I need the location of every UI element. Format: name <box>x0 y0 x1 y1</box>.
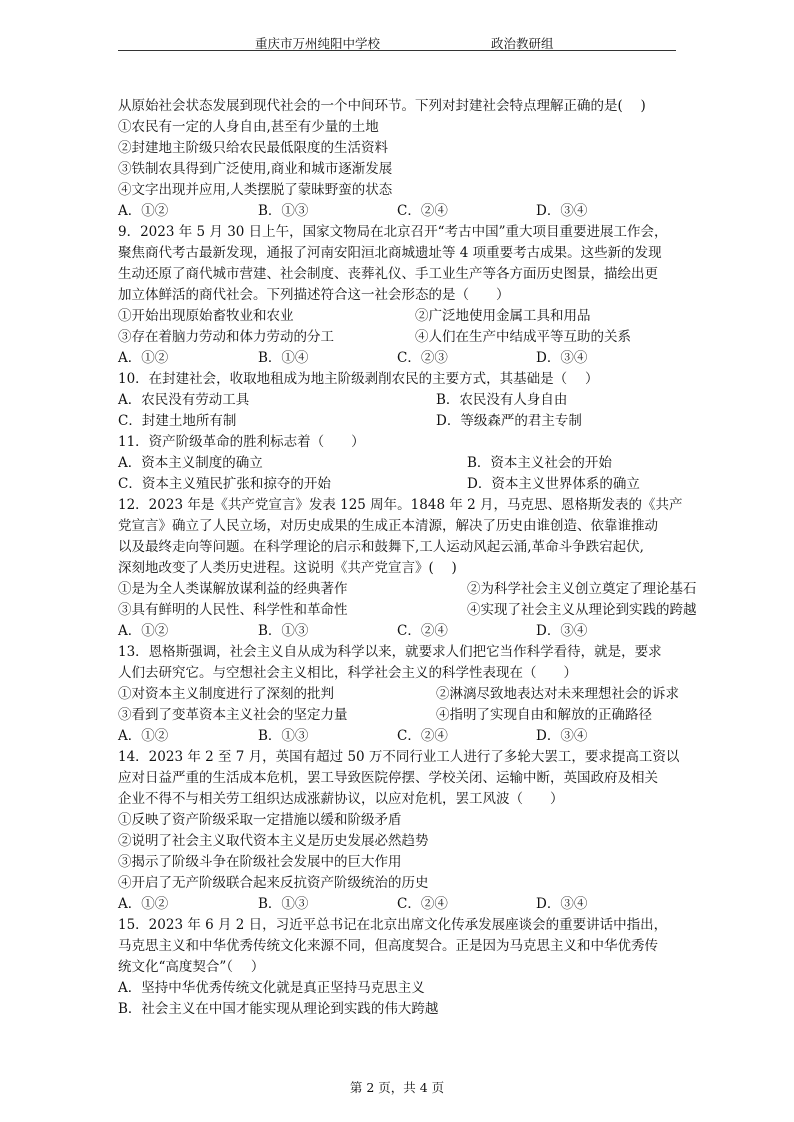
text-line: 11．资产阶级革命的胜利标志着（ ） <box>118 434 365 450</box>
text-line: 马克思主义和中华优秀传统文化来源不同，但高度契合。正是因为马克思主义和中华优秀传 <box>118 938 658 954</box>
text-line: ④文字出现并应用,人类摆脱了蒙昧野蛮的状态 <box>118 182 393 198</box>
option-row <box>118 411 708 432</box>
option-text: D．③④ <box>536 728 588 744</box>
option-text: ②淋漓尽致地表达对未来理想社会的诉求 <box>436 686 679 702</box>
option-row <box>118 726 708 747</box>
text-line: 从原始社会状态发展到现代社会的一个中间环节。下列对封建社会特点理解正确的是( ) <box>118 98 646 114</box>
option-text: ①开始出现原始畜牧业和农业 <box>118 308 294 324</box>
text-line: 企业不得不与相关劳工组织达成涨薪协议，以应对危机，罢工风波（ ） <box>118 791 564 807</box>
option-row <box>118 474 708 495</box>
option-text: A．①② <box>118 623 169 639</box>
text-line: ①反映了资产阶级采取一定措施以缓和阶级矛盾 <box>118 812 402 828</box>
text-line: ④开启了无产阶级联合起来反抗资产阶级统治的历史 <box>118 875 429 891</box>
option-text: ①对资本主义制度进行了深刻的批判 <box>118 686 334 702</box>
text-line: ③铁制农具得到广泛使用,商业和城市逐渐发展 <box>118 161 393 177</box>
text-line: 生动还原了商代城市营建、社会制度、丧葬礼仪、手工业生产等各方面历史图景，描绘出更 <box>118 266 658 282</box>
option-text: D．③④ <box>536 623 588 639</box>
exam-content <box>118 96 708 1020</box>
option-text: ④指明了实现自由和解放的正确路径 <box>436 707 652 723</box>
option-text: ③存在着脑力劳动和体力劳动的分工 <box>118 329 334 345</box>
option-text: D．③④ <box>536 350 588 366</box>
option-text: A．①② <box>118 728 169 744</box>
text-line: B．社会主义在中国才能实现从理论到实践的伟大跨越 <box>118 1001 439 1017</box>
text-line: ③揭示了阶级斗争在阶级社会发展中的巨大作用 <box>118 854 402 870</box>
option-text: ③具有鲜明的人民性、科学性和革命性 <box>118 602 348 618</box>
text-line: 人们去研究它。与空想社会主义相比，科学社会主义的科学性表现在（ ） <box>118 665 577 681</box>
option-row <box>118 621 708 642</box>
option-row <box>118 894 708 915</box>
text-line: 深刻地改变了人类历史进程。这说明《共产党宣言》( ) <box>118 560 457 576</box>
text-line: ②封建地主阶级只给农民最低限度的生活资料 <box>118 140 388 156</box>
option-text: D．③④ <box>536 203 588 219</box>
text-line: 13．恩格斯强调，社会主义自从成为科学以来，就要求人们把它当作科学看待，就是，要求 <box>118 644 662 660</box>
option-text: C．封建土地所有制 <box>118 413 237 429</box>
option-text: D．等级森严的君主专制 <box>436 413 582 429</box>
option-row <box>118 306 708 327</box>
option-text: B．①③ <box>258 896 309 912</box>
option-text: ③看到了变革资本主义社会的坚定力量 <box>118 707 348 723</box>
text-line: 统文化“高度契合”（ ） <box>118 959 265 975</box>
text-line: 9．2023 年 5 月 30 日上午，国家文物局在北京召开“考古中国”重大项目重要进展工作会， <box>118 224 668 240</box>
option-row <box>118 327 708 348</box>
text-line: 以及最终走向等问题。在科学理论的启示和鼓舞下,工人运动风起云涌,革命斗争跌宕起伏, <box>118 539 644 555</box>
option-text: ②为科学社会主义创立奠定了理论基石 <box>467 581 697 597</box>
text-line: 党宣言》确立了人民立场，对历史成果的生成正本清源，解决了历史由谁创造、依靠谁推动 <box>118 518 658 534</box>
text-line: A．坚持中华优秀传统文化就是真正坚持马克思主义 <box>118 980 425 996</box>
option-row <box>118 579 708 600</box>
text-line: ②说明了社会主义取代资本主义是历史发展必然趋势 <box>118 833 429 849</box>
option-text: A．①② <box>118 896 169 912</box>
option-text: B．①③ <box>258 623 309 639</box>
option-text: A．资本主义制度的确立 <box>118 455 263 471</box>
option-row <box>118 348 708 369</box>
option-text: C．②④ <box>397 203 448 219</box>
text-line: 加立体鲜活的商代社会。下列描述符合这一社会形态的是（ ） <box>118 287 510 303</box>
option-text: ④实现了社会主义从理论到实践的跨越 <box>467 602 697 618</box>
text-line: 15．2023 年 6 月 2 日，习近平总书记在北京出席文化传承发展座谈会的重要讲话中指出， <box>118 917 668 933</box>
option-row <box>118 201 708 222</box>
text-line: 14．2023 年 2 至 7 月，英国有超过 50 万不同行业工人进行了多轮大罢工，要求提高工资以 <box>118 749 680 765</box>
text-line: 12．2023 年是《共产党宣言》发表 125 周年。1848 年 2 月，马克思、恩格斯发表的《共产 <box>118 497 683 513</box>
school-name: 重庆市万州纯阳中学校 <box>255 36 381 51</box>
text-line: 10．在封建社会，收取地租成为地主阶级剥削农民的主要方式，其基础是（ ） <box>118 371 599 387</box>
option-text: C．②③ <box>397 350 448 366</box>
option-text: B．资本主义社会的开始 <box>467 455 612 471</box>
option-text: C．②④ <box>397 896 448 912</box>
text-line: ①农民有一定的人身自由,甚至有少量的土地 <box>118 119 379 135</box>
option-row <box>118 705 708 726</box>
option-row <box>118 453 708 474</box>
page-number: 第 2 页，共 4 页 <box>349 1080 445 1095</box>
option-row <box>118 390 708 411</box>
text-line: 聚焦商代考古最新发现，通报了河南安阳洹北商城遗址等 4 项重要考古成果。这些新的发现 <box>118 245 662 261</box>
option-text: B．①④ <box>258 350 309 366</box>
option-row <box>118 600 708 621</box>
option-text: D．③④ <box>536 896 588 912</box>
option-row <box>118 684 708 705</box>
option-text: B．①③ <box>258 728 309 744</box>
page-header <box>118 30 676 51</box>
option-text: C．②④ <box>397 623 448 639</box>
option-text: A．①② <box>118 203 169 219</box>
option-text: ①是为全人类谋解放谋利益的经典著作 <box>118 581 348 597</box>
option-text: ④人们在生产中结成平等互助的关系 <box>415 329 631 345</box>
option-text: B．农民没有人身自由 <box>436 392 568 408</box>
option-text: C．资本主义殖民扩张和掠夺的开始 <box>118 476 331 492</box>
option-text: A．农民没有劳动工具 <box>118 392 250 408</box>
text-line: 应对日益严重的生活成本危机，罢工导致医院停摆、学校关闭、运输中断，英国政府及相关 <box>118 770 658 786</box>
option-text: D．资本主义世界体系的确立 <box>467 476 640 492</box>
option-text: B．①③ <box>258 203 309 219</box>
option-text: A．①② <box>118 350 169 366</box>
option-text: ②广泛地使用金属工具和用品 <box>415 308 591 324</box>
department-name: 政治教研组 <box>491 36 554 51</box>
option-text: C．②④ <box>397 728 448 744</box>
